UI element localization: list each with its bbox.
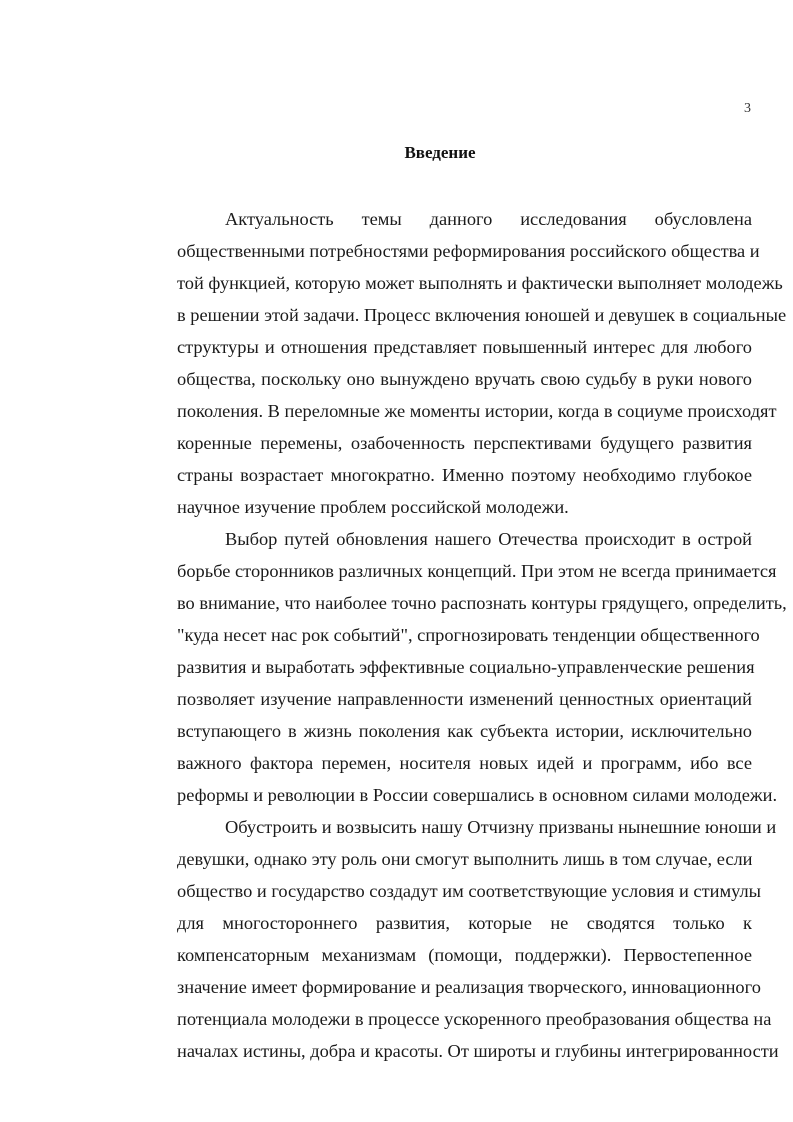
text-line: реформы и революции в России совершались в основном силами молодежи. [177,785,778,805]
section-title: Введение [404,143,476,162]
text-line: "куда несет нас рок событий", спрогнозировать тенденции общественного [177,625,760,645]
text-line: развития и выработать эффективные социально-управленческие решения [177,657,755,677]
text-line: во внимание, что наиболее точно распознать контуры грядущего, определить, [177,593,787,613]
text-line: той функцией, которую может выполнять и фактически выполняет молодежь [177,273,783,293]
text-line: значение имеет формирование и реализация творческого, инновационного [177,977,761,997]
text-line: научное изучение проблем российской молодежи. [177,497,569,517]
text-line: в решении этой задачи. Процесс включения юношей и девушек в социальные [177,305,787,325]
text-line: важного фактора перемен, носителя новых идей и программ, ибо все [177,753,752,773]
text-line: Актуальность темы данного исследования обусловлена [225,209,752,229]
text-line: коренные перемены, озабоченность перспективами будущего развития [177,433,752,453]
text-line: страны возрастает многократно. Именно поэтому необходимо глубокое [177,465,752,485]
text-line: компенсаторным механизмам (помощи, поддержки). Первостепенное [177,945,752,965]
text-line: Выбор путей обновления нашего Отечества происходит в острой [225,529,752,549]
text-line: структуры и отношения представляет повышенный интерес для любого [177,337,752,357]
text-line: борьбе сторонников различных концепций. При этом не всегда принимается [177,561,777,581]
paragraph-1 [129,203,787,523]
text-line: Обустроить и возвысить нашу Отчизну призваны нынешние юноши и [225,817,777,837]
page-number: 3 [744,101,751,116]
text-line: общество и государство создадут им соответствующие условия и стимулы [177,881,762,901]
text-line: потенциала молодежи в процессе ускоренного преобразования общества на [177,1009,772,1029]
text-line: позволяет изучение направленности изменений ценностных ориентаций [177,689,752,709]
text-line: девушки, однако эту роль они смогут выполнить лишь в том случае, если [177,849,753,869]
paragraph-3 [129,811,779,1067]
body-text [129,203,787,1067]
paragraph-2 [129,523,787,811]
text-line: общества, поскольку оно вынуждено вручать свою судьбу в руки нового [177,369,752,389]
text-line: общественными потребностями реформирования российского общества и [177,241,760,261]
text-line: поколения. В переломные же моменты истории, когда в социуме происходят [177,401,777,421]
text-line: началах истины, добра и красоты. От широты и глубины интегрированности [177,1041,779,1061]
text-line: для многостороннего развития, которые не сводятся только к [177,913,752,933]
text-line: вступающего в жизнь поколения как субъекта истории, исключительно [177,721,752,741]
